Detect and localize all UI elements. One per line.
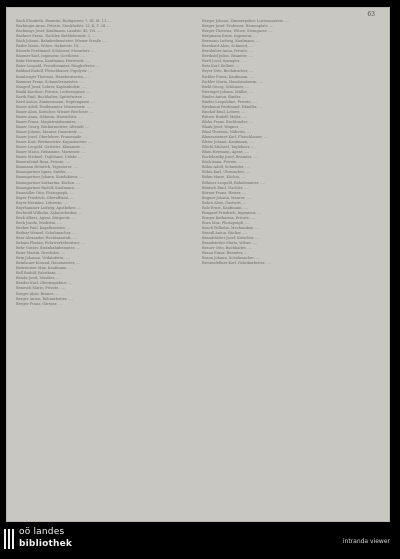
right-column-entry: Betz Karl, Kellner, .... <box>202 64 241 69</box>
left-column-entry: Bell Rudolf, Fabrikant, .... <box>16 271 63 276</box>
left-column-entry: Benda Josef, Musiker, .... <box>16 276 61 281</box>
left-column-entry: Bednar Wenzel, Schuhmacher, .... <box>16 230 77 235</box>
left-column-entry: Bartl Anton, Zimmermann, Hopfengasse .... <box>16 99 95 104</box>
left-column-entry: Beck Josefa, Modistin, .... <box>16 220 62 225</box>
left-column-entry: Benesch Marie, Private, .... <box>16 286 65 291</box>
left-column-entry: Bender Karl, Oberinspektor, .... <box>16 281 73 286</box>
left-column-entry: Bahr Hermann, Kaufmann, Herrenstr. .... <box>16 59 91 64</box>
left-column-entry: Bauer Franz, Magistratsbeamter, .... <box>16 119 82 124</box>
right-column-entry: Beyer Otto, Buchdrucker, .... <box>202 69 254 74</box>
left-column-entry: Bachmayr Josef, Kaufmann, Landstr. 45, Tel. .... <box>16 29 102 34</box>
left-column-entry: Bauernfeind Rosa, Private, .... <box>16 160 71 165</box>
right-column-entry: Bohrn Alois, Gastwirt, .... <box>202 200 248 205</box>
right-column-entry: Binder Leopoldine, Private, .... <box>202 99 258 104</box>
left-column-entry: Bauer Georg, Bäckermeister, Altstadt .... <box>16 124 90 129</box>
left-column-entry: Bäuerle Ferdinand, Schlosser, Mozartstr. .... <box>16 49 96 54</box>
right-column-entry: Biebl Georg, Schlosser, .... <box>202 84 250 89</box>
left-column-entry: Behr Gustav, Eisenbahnbeamter, .... <box>16 246 81 251</box>
left-column-entry: Baier Leopold, Privatbeamter, Dinghoferstr. .... <box>16 64 101 69</box>
left-column-entry: Baumgartner Johann, Kondukteur, .... <box>16 175 84 180</box>
right-column-entry: Bichler Maria, Hausbesitzerin, .... <box>202 79 264 84</box>
left-column-entry: Bayer Hermine, Lehrerin, .... <box>16 200 69 205</box>
right-column-entry: Bergmann Ernst, Ingenieur, .... <box>202 34 258 39</box>
left-column-entry: Berger Alois, Brauer, .... <box>16 291 60 296</box>
viewer-label[interactable]: intranda viewer <box>342 538 390 545</box>
right-column-entry: Blank Josef, Wagner, .... <box>202 124 245 129</box>
left-column-entry: Beham Florian, Fuhrwerksbesitzer, .... <box>16 241 86 246</box>
left-column-entry: Baumgartner Ignaz, Sattler, .... <box>16 170 73 175</box>
library-logo-icon <box>4 527 16 551</box>
left-column-entry: Bankl Karoline, Private, Lederergasse .... <box>16 89 91 94</box>
right-column-entry: Böck Anna, Private, .... <box>202 160 244 165</box>
right-column-entry: Bichler Franz, Kaufmann, .... <box>202 74 255 79</box>
right-column-entry: Blöchl Michael, Taglöhner, .... <box>202 145 256 150</box>
left-column-entry: Berger Anton, Bahnarbeiter, .... <box>16 296 73 301</box>
right-column-entry: Böhmer Leopold, Bahnbeamter, .... <box>202 180 265 185</box>
right-column-entry: Bleier Johann, Kaufmann, .... <box>202 140 254 145</box>
left-column-entry: Becker Paul, Kapellmeister, .... <box>16 225 72 230</box>
left-column-entry: Bauer Leopold, Gastwirt, Klammstr. .... <box>16 145 87 150</box>
left-column-entry: Bammer Franz, Schneidermeister, .... <box>16 79 84 84</box>
left-column-entry: Bauer Johann, Maurer, Dametzstr. .... <box>16 130 84 135</box>
right-column-entry: Blaha Franz, Buchbinder, .... <box>202 119 254 124</box>
right-column-entry: Börner Franz, Heizer, .... <box>202 190 247 195</box>
left-column-entry: Beck Albert, Agent, Bürgerstr. .... <box>16 215 77 220</box>
left-column-entry: Bachner Franz, Tischler, Bethlehemstr. 3, .... <box>16 34 97 39</box>
right-column-entry: Bongard Friedrich, Ingenieur, .... <box>202 210 262 215</box>
logo-line-2: bibliothek <box>19 539 73 549</box>
left-column-entry: Bader Maria, Witwe, Hafnerstr. 18, .... <box>16 44 85 49</box>
right-column-entry: Bogner Johann, Maurer, .... <box>202 195 251 200</box>
right-column-entry: Böhm Marie, Köchin, .... <box>202 175 246 180</box>
right-column-entry: Binder Anton, Binder, .... <box>202 94 247 99</box>
viewer-footer <box>0 522 400 559</box>
right-column-entry: Berthold Julius, Beamter, .... <box>202 54 253 59</box>
right-column-entry: Bermann Ludwig, Kaufmann, .... <box>202 39 261 44</box>
right-column-entry: Blauensteiner Karl, Fleischhauer, .... <box>202 135 269 140</box>
right-column-entry: Bischof Emil, Lehrer, .... <box>202 109 246 114</box>
left-column-entry: Bäck Johann, Bahnbediensteter, Wiener Straße .... <box>16 39 107 44</box>
left-column-entry: Bayer Friedrich, Oberoffizial, .... <box>16 195 75 200</box>
right-column-entry: Breitenfellner Karl, Fabrikarbeiter, .... <box>202 261 271 266</box>
left-column-entry: Bauer Alois, Kutscher, Wiener Reichsstr. .... <box>16 109 95 114</box>
right-column-entry: Berger Josef, Professor, Hessenplatz .... <box>202 24 274 29</box>
left-column-entry: Bamberger Theresia, Hausbesitzerin, .... <box>16 74 90 79</box>
left-column-entry: Bach Elisabeth, Beamtin, Rudigierstr. 7, III, St. 11 .... <box>16 19 112 23</box>
left-column-entry: Berger Franz, Gärtner, .... <box>16 301 63 306</box>
left-column-entry: Bäumer Karl, Ingenieur, Goethestr. .... <box>16 54 85 59</box>
right-column-entry: Blum Hermann, Agent, .... <box>202 150 250 155</box>
right-column-entry: Böhm Adolf, Schneider, .... <box>202 165 250 170</box>
left-column-entry: Bauer Anna, Näherin, Harrachstr. .... <box>16 114 83 119</box>
right-column-entry: Borger Katharina, Private, .... <box>202 215 256 220</box>
left-column-entry: Bauer Michael, Taglöhner, Urfahr .... <box>16 155 83 160</box>
right-column-entry: Berger Johann, Zimmerpolier, Lustenauerstr. .... <box>202 19 289 23</box>
left-column-entry: Beinhauer Konrad, Hausmeister, .... <box>16 261 81 266</box>
right-column-entry: Brandstetter Maria, Witwe, .... <box>202 241 258 246</box>
right-column-entry: Bosch Wilhelm, Mechaniker, .... <box>202 225 259 230</box>
right-column-entry: Bönisch Emil, Tischler, .... <box>202 185 249 190</box>
right-column-entry: Braun Johann, Schuhmacher, .... <box>202 256 261 261</box>
right-column-entry: Brandstätter Josef, Kutscher, .... <box>202 236 260 241</box>
library-logo[interactable] <box>4 526 114 554</box>
right-column-entry: Braun Franz, Beamter, .... <box>202 251 249 256</box>
right-column-entry: Bieringer Johann, Müller, .... <box>202 89 254 94</box>
right-column-entry: Bolz Ernst, Kaufmann, .... <box>202 205 249 210</box>
left-column-entry: Bauer Josef, Oberlehrer, Promenade .... <box>16 135 87 140</box>
right-column <box>202 19 378 512</box>
left-column-entry: Beinsteiner Max, Kaufmann, .... <box>16 266 74 271</box>
left-column <box>16 19 192 512</box>
left-column-entry: Bachinger Anna, Private, Stockhofstr. 12, II, T. 34 .... <box>16 24 111 29</box>
left-column-entry: Bauer Adolf, Postbeamter, Museumstr. .... <box>16 104 92 109</box>
scanned-page <box>6 7 390 522</box>
left-column-entry: Bechtold Wilhelm, Zahntechniker, .... <box>16 210 84 215</box>
left-column-entry: Bauer Karl, Werkmeister, Kapuzinerstr. .... <box>16 140 93 145</box>
right-column-entry: Bertl Josef, Spengler, .... <box>202 59 246 64</box>
left-column-entry: Baldauf Rudolf, Fleischhauer, Figulystr. .... <box>16 69 93 74</box>
right-column-entry: Brandl Anton, Bäcker, .... <box>202 230 248 235</box>
left-column-entry: Baumgartner Katharina, Köchin, .... <box>16 180 81 185</box>
page-number: 63 <box>367 11 375 18</box>
left-column-entry: Bangerl Josef, Lehrer, Kaplanhofstr. .... <box>16 84 87 89</box>
right-column-entry: Bochdansky Josef, Beamter, .... <box>202 155 258 160</box>
right-column-entry: Böhm Karl, Uhrmacher, .... <box>202 170 251 175</box>
right-column-entry: Bernhuber Anna, Private, .... <box>202 49 254 54</box>
right-column-entry: Bernhard Alois, Schmied, .... <box>202 44 254 49</box>
left-column-entry: Baumann Heinrich, Tapezierer, .... <box>16 165 78 170</box>
left-column-entry: Beier Martin, Drechsler, .... <box>16 251 66 256</box>
left-column-entry: Beer Alexander, Rechtsanwalt, .... <box>16 236 78 241</box>
logo-line-1: oö landes <box>19 527 65 537</box>
left-column-entry: Baumgartner Rudolf, Kaufmann, .... <box>16 185 81 190</box>
right-column-entry: Born Max, Photograph, .... <box>202 220 250 225</box>
right-column-entry: Brauer Otto, Buchhalter, .... <box>202 246 253 251</box>
left-column-entry: Bauer Maria, Hebamme, Marienstr. .... <box>16 150 86 155</box>
left-column-entry: Baumüller Otto, Photograph, .... <box>16 190 74 195</box>
left-column-entry: Bein Johanna, Verkäuferin, .... <box>16 256 71 261</box>
right-column-entry: Blasl Theresia, Näherin, .... <box>202 130 252 135</box>
right-column-entry: Berger Theresia, Witwe, Steingasse .... <box>202 29 273 34</box>
left-column-entry: Bayrhammer Ludwig, Apotheker, .... <box>16 205 82 210</box>
right-column-entry: Bittner Rudolf, Maler, .... <box>202 114 247 119</box>
right-column-entry: Birnbaum Ferdinand, Händler, .... <box>202 104 263 109</box>
left-column-entry: Barth Emil, Buchhalter, Spittelwiese .... <box>16 94 88 99</box>
